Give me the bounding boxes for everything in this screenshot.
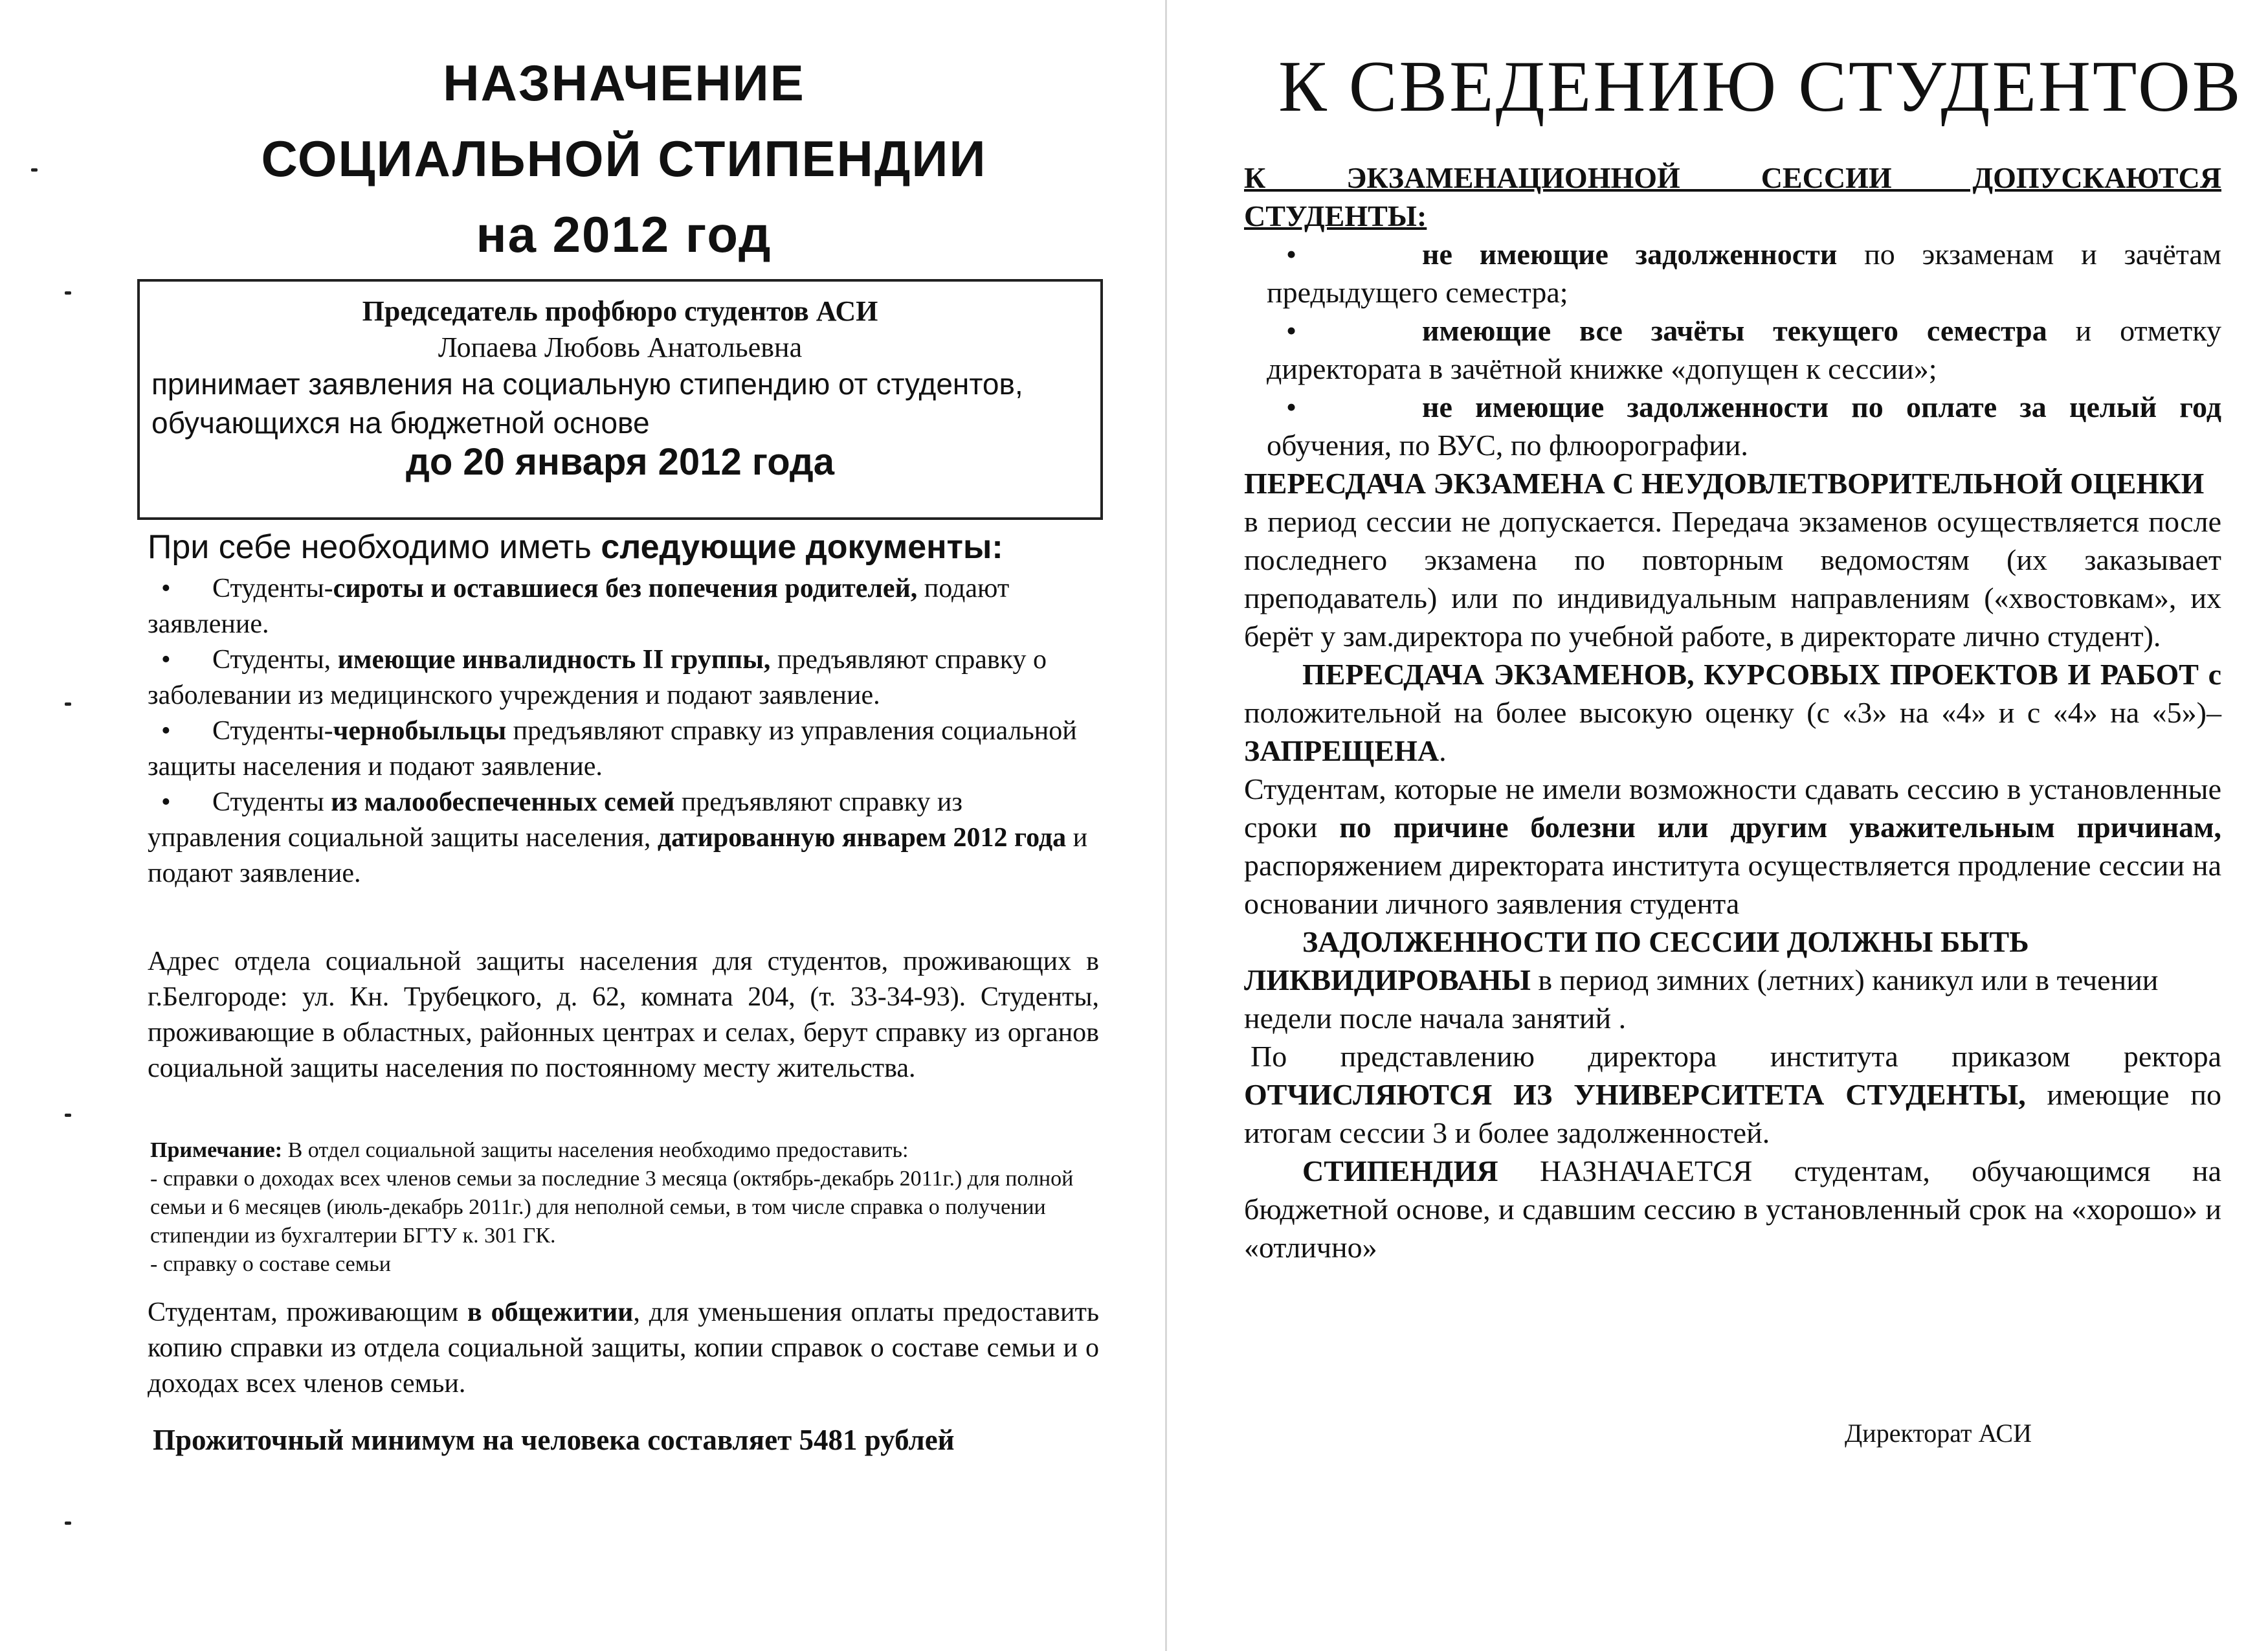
text-run: в период зимних (летних) каникул или в течении недели после начала занятий . xyxy=(1244,963,2159,1035)
heading-bold: следующие документы: xyxy=(601,528,1003,566)
bold-run: ЗАДОЛЖЕННОСТИ ПО СЕССИИ ДОЛЖНЫ БЫТЬ ЛИКВИДИРОВАНЫ xyxy=(1244,925,2029,996)
bold-run: из малообеспеченных семей xyxy=(331,787,675,817)
scan-speck xyxy=(65,1114,71,1117)
paragraph-text xyxy=(1267,311,2221,388)
text-run: предъявляют справку из управления социальной защиты населения, xyxy=(148,787,962,853)
bold-run: ЗАПРЕЩЕНА xyxy=(1244,734,1440,767)
paragraph-text xyxy=(148,645,1047,710)
text-run: положительной на более высокую оценку (с «3» на «4» и с «4» на «5»)– xyxy=(1244,696,2221,729)
text-run: по экзаменам и зачётам предыдущего семестра; xyxy=(1267,238,2221,309)
admission-heading: К ЭКЗАМЕНАЦИОННОЙ СЕССИИ ДОПУСКАЮТСЯ СТУДЕНТЫ: xyxy=(1244,161,2221,232)
page-fold xyxy=(1165,0,1167,1651)
right-title: К СВЕДЕНИЮ СТУДЕНТОВ xyxy=(1278,47,2243,127)
text-run: . xyxy=(1439,734,1447,767)
box-text: принимает заявления на социальную стипендию от студентов, обучающихся на бюджетной основе xyxy=(151,367,1023,440)
bullet-icon: • xyxy=(148,574,171,603)
signature: Директорат АСИ xyxy=(1845,1419,2032,1448)
paragraph-text xyxy=(148,787,1087,888)
paragraph-text xyxy=(1267,388,2221,464)
bold-run: имеющие все зачёты текущего семестра xyxy=(1422,314,2047,347)
text-run: НАЗНАЧАЕТСЯ студентам, обучающимся на бюджетной основе, и сдавшим сессию в установленный срок на «хорошо» и «отлично» xyxy=(1244,1154,2221,1264)
scan-speck xyxy=(65,1522,71,1525)
expulsion-paragraph xyxy=(1244,1037,2221,1152)
scan-speck xyxy=(31,168,38,172)
note-label: Примечание: xyxy=(150,1138,283,1162)
bold-run: по причине болезни или другим уважительным причинам, xyxy=(1339,811,2221,844)
paragraph-text xyxy=(1267,235,2221,311)
text-run: , для уменьшения оплаты предоставить копию справки из отдела социальной защиты, копии справок о составе семьи и о доходах всех членов семьи. xyxy=(148,1297,1099,1398)
text-run: Студенты, xyxy=(212,645,338,675)
note-item: - справки о доходах всех членов семьи за последние 3 месяца (октябрь-декабрь 2011г.) для полной семьи и 6 месяцев (июль-декабрь 2011г.) для неполной семьи, в том числе справка о получении стипендии из бухгалтерии БГТУ к. 301 ГК. xyxy=(150,1167,1074,1248)
paragraph-text xyxy=(148,716,1077,781)
bullet-icon: • xyxy=(148,645,171,675)
documents-heading xyxy=(148,528,1003,567)
bold-run: в общежитии xyxy=(467,1297,634,1327)
scan-speck xyxy=(65,702,71,706)
bold-run: имеющие инвалидность II группы, xyxy=(337,645,771,675)
stipend-paragraph xyxy=(1244,1152,2221,1266)
left-title xyxy=(148,45,1100,273)
bold-run: не имеющие задолженности по оплате за целый год xyxy=(1422,390,2221,423)
text-run: Студенты- xyxy=(212,716,333,746)
text-run: Студенты- xyxy=(212,574,333,603)
title-line: НАЗНАЧЕНИЕ xyxy=(443,54,805,111)
debts-paragraph xyxy=(1244,923,2221,1037)
improve-paragraph xyxy=(1244,655,2221,770)
list-item xyxy=(148,785,1099,892)
text-run: По представлению директора института приказом ректора xyxy=(1251,1040,2221,1073)
subsistence-minimum: Прожиточный минимум на человека составляет 5481 рублей xyxy=(153,1424,955,1456)
chair-title: Председатель профбюро студентов АСИ xyxy=(362,295,878,327)
list-item xyxy=(1244,311,2221,388)
bold-run: ОТЧИСЛЯЮТСЯ ИЗ УНИВЕРСИТЕТА СТУДЕНТЫ, xyxy=(1244,1078,2026,1111)
right-body xyxy=(1244,159,2221,1266)
text-run: предъявляют справку о заболевании из медицинского учреждения и подают заявление. xyxy=(148,645,1047,710)
text-run: обучения, по ВУС, по флюорографии. xyxy=(1267,429,1748,462)
list-item xyxy=(1244,235,2221,311)
title-line: на 2012 год xyxy=(476,206,772,263)
deadline: до 20 января 2012 года xyxy=(406,441,834,483)
bullet-icon: • xyxy=(148,716,171,746)
bold-run: не имеющие задолженности xyxy=(1422,238,1838,271)
text-run: и подают заявление. xyxy=(148,823,1088,888)
bold-run: ПЕРЕСДАЧА ЭКЗАМЕНОВ, КУРСОВЫХ ПРОЕКТОВ И РАБОТ с xyxy=(1302,658,2221,691)
paragraph-text xyxy=(148,574,1009,639)
bold-run: сироты и оставшиеся без попечения родителей, xyxy=(333,574,918,603)
text-run: распоряжением директората института осуществляется продление сессии на основании личного заявления студента xyxy=(1244,849,2221,920)
text-run: предъявляют справку из управления социальной защиты населения и подают заявление. xyxy=(148,716,1077,781)
address-paragraph: Адрес отдела социальной защиты населения для студентов, проживающих в г.Белгороде: ул. Кн. Трубецкого, д. 62, комната 204, (т. 33-34-93). Студенты, проживающие в областных, районных центрах и селах, берут справку из органов социальной защиты населения по постоянному месту жительства. xyxy=(148,947,1099,1083)
dorm-paragraph xyxy=(148,1295,1099,1402)
heading-prefix: При себе необходимо иметь xyxy=(148,528,601,566)
text-run: подают заявление. xyxy=(148,574,1010,639)
list-item xyxy=(148,571,1099,642)
text-run: Студентам, проживающим xyxy=(148,1297,468,1327)
list-item xyxy=(148,642,1099,713)
text-run: Студенты xyxy=(212,787,331,817)
bold-run: чернобыльцы xyxy=(333,716,507,746)
retake-heading: ПЕРЕСДАЧА ЭКЗАМЕНА С НЕУДОВЛЕТВОРИТЕЛЬНОЙ ОЦЕНКИ xyxy=(1244,467,2205,500)
bullet-icon: • xyxy=(1286,238,1297,271)
extension-paragraph xyxy=(1244,770,2221,923)
documents-list xyxy=(148,571,1099,892)
info-box xyxy=(137,279,1103,520)
bullet-icon: • xyxy=(1286,314,1297,347)
note-item: - справку о составе семьи xyxy=(150,1252,391,1276)
bold-run: СТИПЕНДИЯ xyxy=(1302,1154,1498,1187)
note xyxy=(150,1136,1099,1279)
chair-name: Лопаева Любовь Анатольевна xyxy=(438,331,803,363)
bold-run: датированную январем 2012 года xyxy=(657,823,1067,853)
list-item xyxy=(1244,388,2221,464)
note-intro: В отдел социальной защиты населения необходимо предоставить: xyxy=(282,1138,909,1162)
text-run: имеющие по итогам сессии 3 и более задолженностей. xyxy=(1244,1078,2221,1149)
paragraph-text xyxy=(148,1297,1099,1398)
text-run: и отметку директората в зачётной книжке «допущен к сессии»; xyxy=(1267,314,2221,385)
title-line: СОЦИАЛЬНОЙ СТИПЕНДИИ xyxy=(261,130,987,187)
scan-speck xyxy=(65,291,71,295)
retake-text: в период сессии не допускается. Передача экзаменов осуществляется после последнего экзамена по повторным ведомостям (их заказывает преподаватель) или по индивидуальным направлениям («хвостовкам», их берёт у зам.директора по учебной работе, в директорате лично студент). xyxy=(1244,505,2221,653)
list-item xyxy=(148,713,1099,785)
text-run: Студентам, которые не имели возможности сдавать сессию в установленные сроки xyxy=(1244,772,2221,844)
bullet-icon: • xyxy=(148,787,171,817)
bullet-icon: • xyxy=(1286,390,1297,423)
